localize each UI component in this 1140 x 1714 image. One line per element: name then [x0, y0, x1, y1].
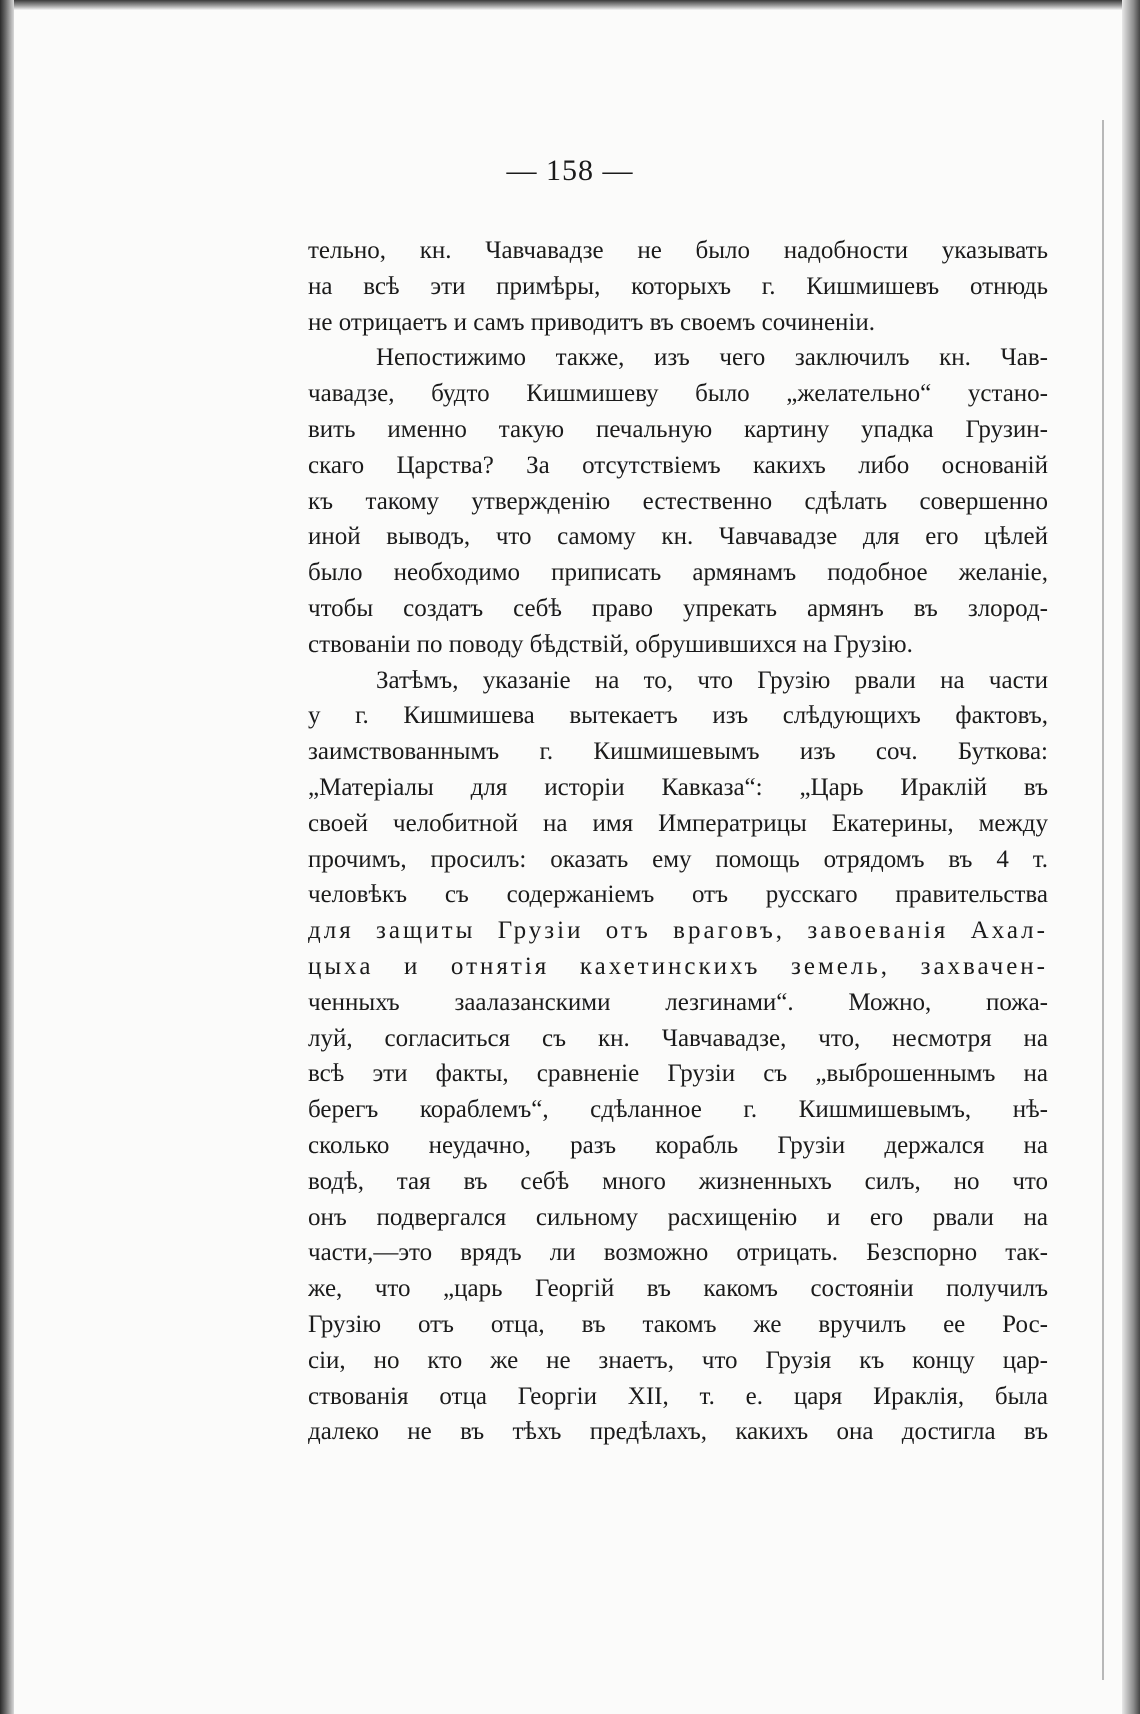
page-right-fold-line [1102, 120, 1104, 1680]
text-line: луй, согласиться съ кн. Чавчавадзе, что, несмотря на [308, 1024, 1048, 1052]
page-right-edge-shadow [1122, 0, 1140, 1714]
text-line: всѣ эти факты, сравненіе Грузіи съ „выброшеннымъ на [308, 1060, 1048, 1088]
text-line: же, что „царь Георгій въ какомъ состояніи получилъ [308, 1275, 1048, 1303]
page-number: — 158 — [506, 154, 634, 187]
text-line: человѣкъ съ содержаніемъ отъ русскаго правительства [308, 881, 1048, 909]
text-line: чтобы создатъ себѣ право упрекать армянъ въ злород- [308, 594, 1048, 622]
text-line: не отрицаетъ и самъ приводитъ въ своемъ сочиненіи. [308, 308, 875, 336]
spaced-text-line: для защиты Грузіи отъ враговъ, завоеванія Ахал- [308, 917, 1048, 945]
page-top-edge-shadow [0, 0, 1140, 10]
text-line: вить именно такую печальную картину упадка Грузин- [308, 415, 1048, 443]
text-line: къ такому утвержденію естественно сдѣлать совершенно [308, 487, 1048, 515]
body-text [308, 233, 1048, 1450]
text-line: части,—это врядъ ли возможно отрицать. Безспорно так- [308, 1239, 1048, 1267]
page-left-edge-shadow [0, 0, 14, 1714]
paragraph-start-line: Непостижимо также, изъ чего заключилъ кн. Чав- [376, 344, 1048, 372]
text-line: Грузію отъ отца, въ такомъ же вручилъ ее Рос- [308, 1310, 1048, 1338]
text-line: ствованія отца Георгіи XII, т. е. царя Ираклія, была [308, 1382, 1048, 1410]
text-line: далеко не въ тѣхъ предѣлахъ, какихъ она достигла въ [308, 1418, 1048, 1446]
text-line: „Матеріалы для исторіи Кавказа“: „Царь Ираклій въ [308, 773, 1048, 801]
text-line: ствованіи по поводу бѣдствій, обрушившихся на Грузію. [308, 630, 913, 658]
text-line: берегъ кораблемъ“, сдѣланное г. Кишмишевымъ, нѣ- [308, 1096, 1048, 1124]
text-line: своей челобитной на имя Императрицы Екатерины, между [308, 809, 1048, 837]
text-line: сколько неудачно, разъ корабль Грузіи держался на [308, 1131, 1048, 1159]
text-line: ченныхъ заалазанскими лезгинами“. Можно, пожа- [308, 988, 1048, 1016]
paragraph-start-line: Затѣмъ, указаніе на то, что Грузію рвали на части [376, 666, 1048, 694]
text-line: прочимъ, просилъ: оказать ему помощь отрядомъ въ 4 т. [308, 845, 1048, 873]
text-line: чавадзе, будто Кишмишеву было „желательно“ устано- [308, 380, 1048, 408]
text-line: иной выводъ, что самому кн. Чавчавадзе для его цѣлей [308, 523, 1048, 551]
spaced-text-line: цыха и отнятія кахетинскихъ земель, захвачен- [308, 952, 1048, 980]
text-line: было необходимо приписать армянамъ подобное желаніе, [308, 559, 1048, 587]
text-line: тельно, кн. Чавчавадзе не было надобности указывать [308, 237, 1048, 264]
text-line: скаго Царства? За отсутствіемъ какихъ либо основаній [308, 451, 1048, 479]
text-line: заимствованнымъ г. Кишмишевымъ изъ соч. Буткова: [308, 738, 1048, 766]
text-line: сіи, но кто же не знаетъ, что Грузія къ концу цар- [308, 1346, 1048, 1374]
text-line: на всѣ эти примѣры, которыхъ г. Кишмишевъ отнюдь [308, 272, 1048, 300]
text-line: водѣ, тая въ себѣ много жизненныхъ силъ, но что [308, 1167, 1048, 1195]
text-line: у г. Кишмишева вытекаетъ изъ слѣдующихъ фактовъ, [308, 702, 1048, 730]
text-line: онъ подвергался сильному расхищенію и его рвали на [308, 1203, 1048, 1231]
